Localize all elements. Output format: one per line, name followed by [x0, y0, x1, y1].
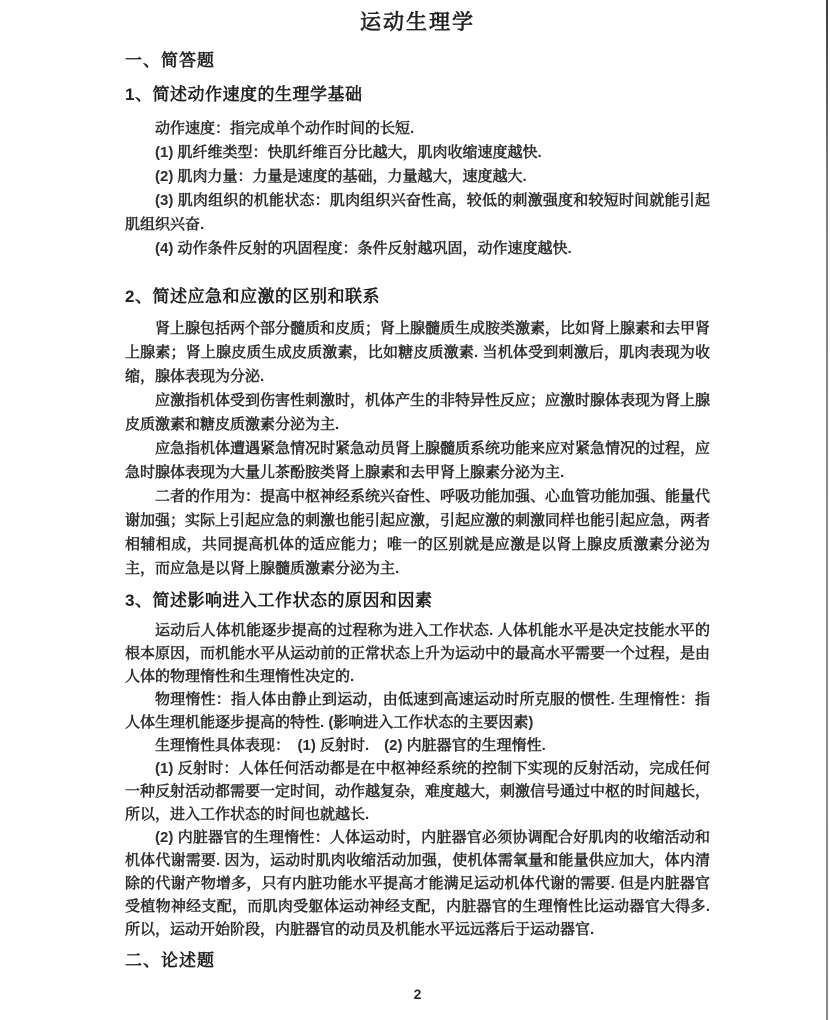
question-3-heading: 3、简述影响进入工作状态的原因和因素	[125, 591, 433, 610]
paragraph: (1) 反射时：人体任何活动都是在中枢神经系统的控制下实现的反射活动，完成任何一种反射活动都需要一定时间，动作越复杂，难度越大，刺激信号通过中枢的时间越长，所以，进入工作状态的时间也就越长.	[125, 760, 711, 823]
paragraph: (3) 肌肉组织的机能状态：肌肉组织兴奋性高，较低的刺激强度和较短时间就能引起肌组织兴奋.	[125, 192, 710, 233]
page-number: 2	[413, 986, 422, 1002]
question-1-heading: 1、简述动作速度的生理学基础	[125, 85, 363, 104]
question-2-heading: 2、简述应急和应激的区别和联系	[125, 287, 380, 306]
paragraph: 动作速度：指完成单个动作时间的长短.	[155, 120, 415, 137]
section-heading-short-answer: 一、简答题	[125, 51, 215, 70]
paragraph: (4) 动作条件反射的巩固程度：条件反射越巩固，动作速度越快.	[155, 240, 572, 257]
paragraph: 物理惰性：指人体由静止到运动，由低速到高速运动时所克服的惯性. 生理惰性：指人体生理机能逐步提高的特性. (影响进入工作状态的主要因素)	[125, 691, 710, 731]
question-2-body	[125, 317, 710, 581]
paragraph: (2) 肌肉力量：力量是速度的基础，力量越大，速度越大.	[155, 168, 527, 185]
paragraph: 二者的作用为：提高中枢神经系统兴奋性、呼吸功能加强、心血管功能加强、能量代谢加强；实际上引起应急的刺激也能引起应激，引起应激的刺激同样也能引起应急，两者相辅相成，共同提高机体的适应能力；唯一的区别就是应激是以肾上腺皮质激素分泌为主，而应急是以肾上腺髓质激素分泌为主.	[125, 488, 711, 577]
paragraph: 肾上腺包括两个部分髓质和皮质；肾上腺髓质生成胺类激素，比如肾上腺素和去甲肾上腺素；肾上腺皮质生成皮质激素，比如糖皮质激素. 当机体受到刺激后，肌肉表现为收缩，腺体表现为分泌.	[125, 320, 711, 385]
paragraph: 应激指机体受到伤害性刺激时，机体产生的非特异性反应；应激时腺体表现为肾上腺皮质激素和糖皮质激素分泌为主.	[125, 392, 711, 433]
paragraph: 运动后人体机能逐步提高的过程称为进入工作状态. 人体机能水平是决定技能水平的根本原因，而机能水平从运动前的正常状态上升为运动中的最高水平需要一个过程，是由人体的物理惰性和生理惰性决定的.	[125, 622, 711, 685]
scan-edge-line	[826, 0, 828, 1020]
page-title: 运动生理学	[360, 11, 475, 34]
paragraph: 应急指机体遭遇紧急情况时紧急动员肾上腺髓质系统功能来应对紧急情况的过程，应急时腺体表现为大量儿茶酚胺类肾上腺素和去甲肾上腺素分泌为主.	[125, 440, 711, 481]
document-content	[125, 0, 710, 1003]
paragraph: 生理惰性具体表现： (1) 反射时. (2) 内脏器官的生理惰性.	[155, 737, 546, 754]
paragraph: (2) 内脏器官的生理惰性：人体运动时，内脏器官必须协调配合好肌肉的收缩活动和机体代谢需要. 因为，运动时肌肉收缩活动加强，使机体需氧量和能量供应加大，体内清除的代谢产物增多，只有内脏功能水平提高才能满足运动机体代谢的需要. 但是内脏器官受植物神经支配，而肌肉受躯体运动神经支配，内脏器官的生理惰性比运动器官大得多. 所以，运动开始阶段，内脏器官的动员及机能水平远远落后于运动器官.	[125, 829, 710, 938]
question-1-body	[125, 117, 710, 261]
section-heading-essay: 二、论述题	[125, 951, 215, 970]
question-3-body	[125, 619, 710, 941]
paragraph: (1) 肌纤维类型：快肌纤维百分比越大，肌肉收缩速度越快.	[155, 144, 542, 161]
